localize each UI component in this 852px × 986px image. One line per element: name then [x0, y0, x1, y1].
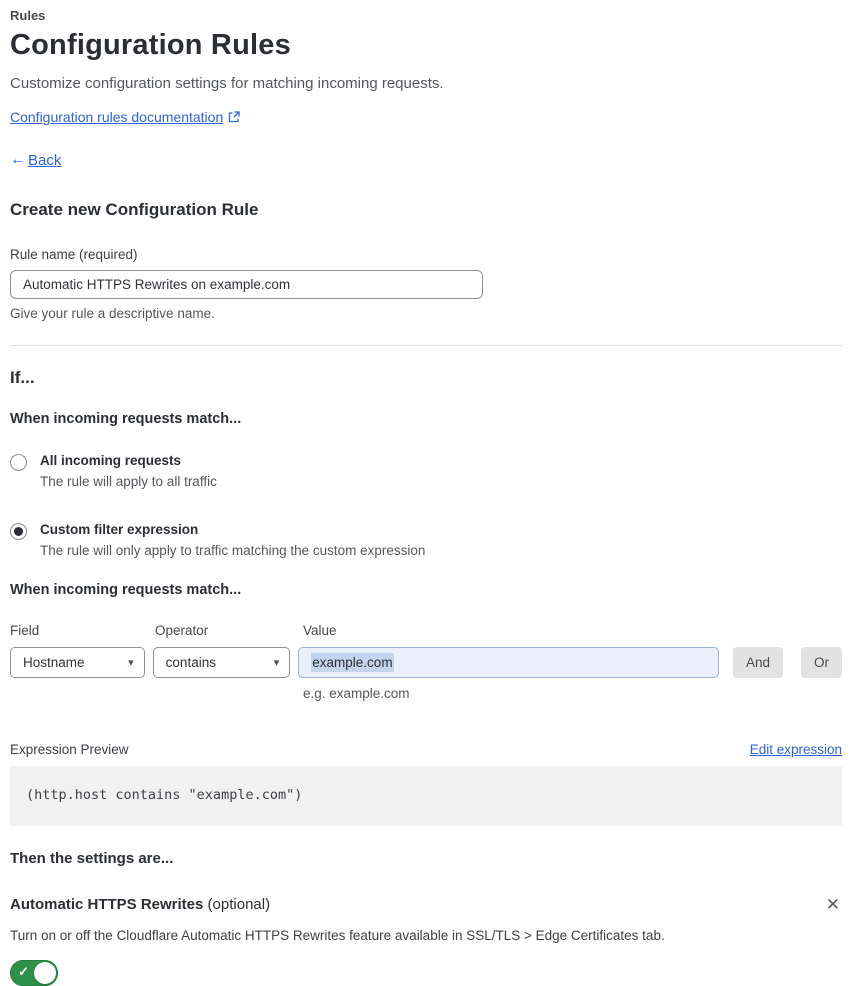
toggle-knob [34, 962, 56, 984]
value-hint: e.g. example.com [303, 686, 410, 701]
edit-expression-link[interactable]: Edit expression [749, 742, 842, 757]
section-divider [10, 345, 842, 346]
chevron-down-icon: ▾ [273, 657, 280, 669]
then-settings-heading: Then the settings are... [10, 850, 174, 867]
chevron-down-icon: ▾ [128, 657, 134, 669]
value-input[interactable] [298, 647, 719, 678]
radio-label: Custom filter expression [40, 522, 199, 537]
value-label: Value [303, 623, 337, 638]
operator-label: Operator [155, 623, 209, 638]
match-heading-builder: When incoming requests match... [10, 582, 242, 598]
back-arrow-icon: ← [10, 151, 26, 168]
rule-name-help: Give your rule a descriptive name. [10, 306, 215, 321]
back-link[interactable]: Back [28, 151, 62, 169]
expression-preview-code: (http.host contains "example.com") [10, 766, 842, 826]
setting-name: Automatic HTTPS Rewrites [10, 896, 204, 913]
create-rule-heading: Create new Configuration Rule [10, 200, 259, 219]
setting-description: Turn on or off the Cloudflare Automatic HTTPS Rewrites feature available in SSL/TLS > Edge Certificates tab. [10, 928, 665, 943]
value-input-text: example.com [312, 655, 393, 670]
documentation-link-row [10, 109, 842, 125]
check-icon: ✓ [18, 964, 29, 979]
radio-description: The rule will apply to all traffic [40, 474, 217, 489]
radio-label: All incoming requests [40, 453, 182, 468]
rule-name-label: Rule name (required) [10, 247, 138, 262]
field-label: Field [10, 623, 40, 638]
expression-builder [10, 582, 842, 701]
radio-description: The rule will only apply to traffic matching the custom expression [40, 543, 426, 558]
field-select[interactable] [10, 647, 145, 678]
page-title: Configuration Rules [10, 29, 291, 61]
and-button[interactable]: And [733, 647, 783, 678]
close-icon[interactable]: ✕ [825, 895, 840, 914]
page-subtitle: Customize configuration settings for matching incoming requests. [10, 75, 444, 92]
documentation-link[interactable]: Configuration rules documentation [10, 109, 224, 125]
operator-select[interactable] [153, 647, 291, 678]
or-button[interactable]: Or [801, 647, 842, 678]
radio-button-selected[interactable] [10, 523, 27, 540]
radio-option-custom-filter[interactable] [10, 522, 842, 558]
breadcrumb: Rules [10, 8, 46, 23]
rule-name-input[interactable] [10, 270, 483, 299]
radio-button-unselected[interactable] [10, 454, 27, 471]
setting-optional-tag: (optional) [203, 896, 271, 913]
automatic-https-rewrites-toggle[interactable] [10, 960, 58, 986]
field-select-value: Hostname [23, 655, 85, 670]
if-heading: If... [10, 368, 35, 387]
back-link-row [10, 151, 842, 169]
expression-preview-label: Expression Preview [10, 742, 129, 757]
operator-select-value: contains [165, 655, 216, 670]
match-heading-radio: When incoming requests match... [10, 411, 242, 427]
external-link-icon [228, 111, 240, 123]
radio-option-all-requests[interactable] [10, 453, 842, 489]
